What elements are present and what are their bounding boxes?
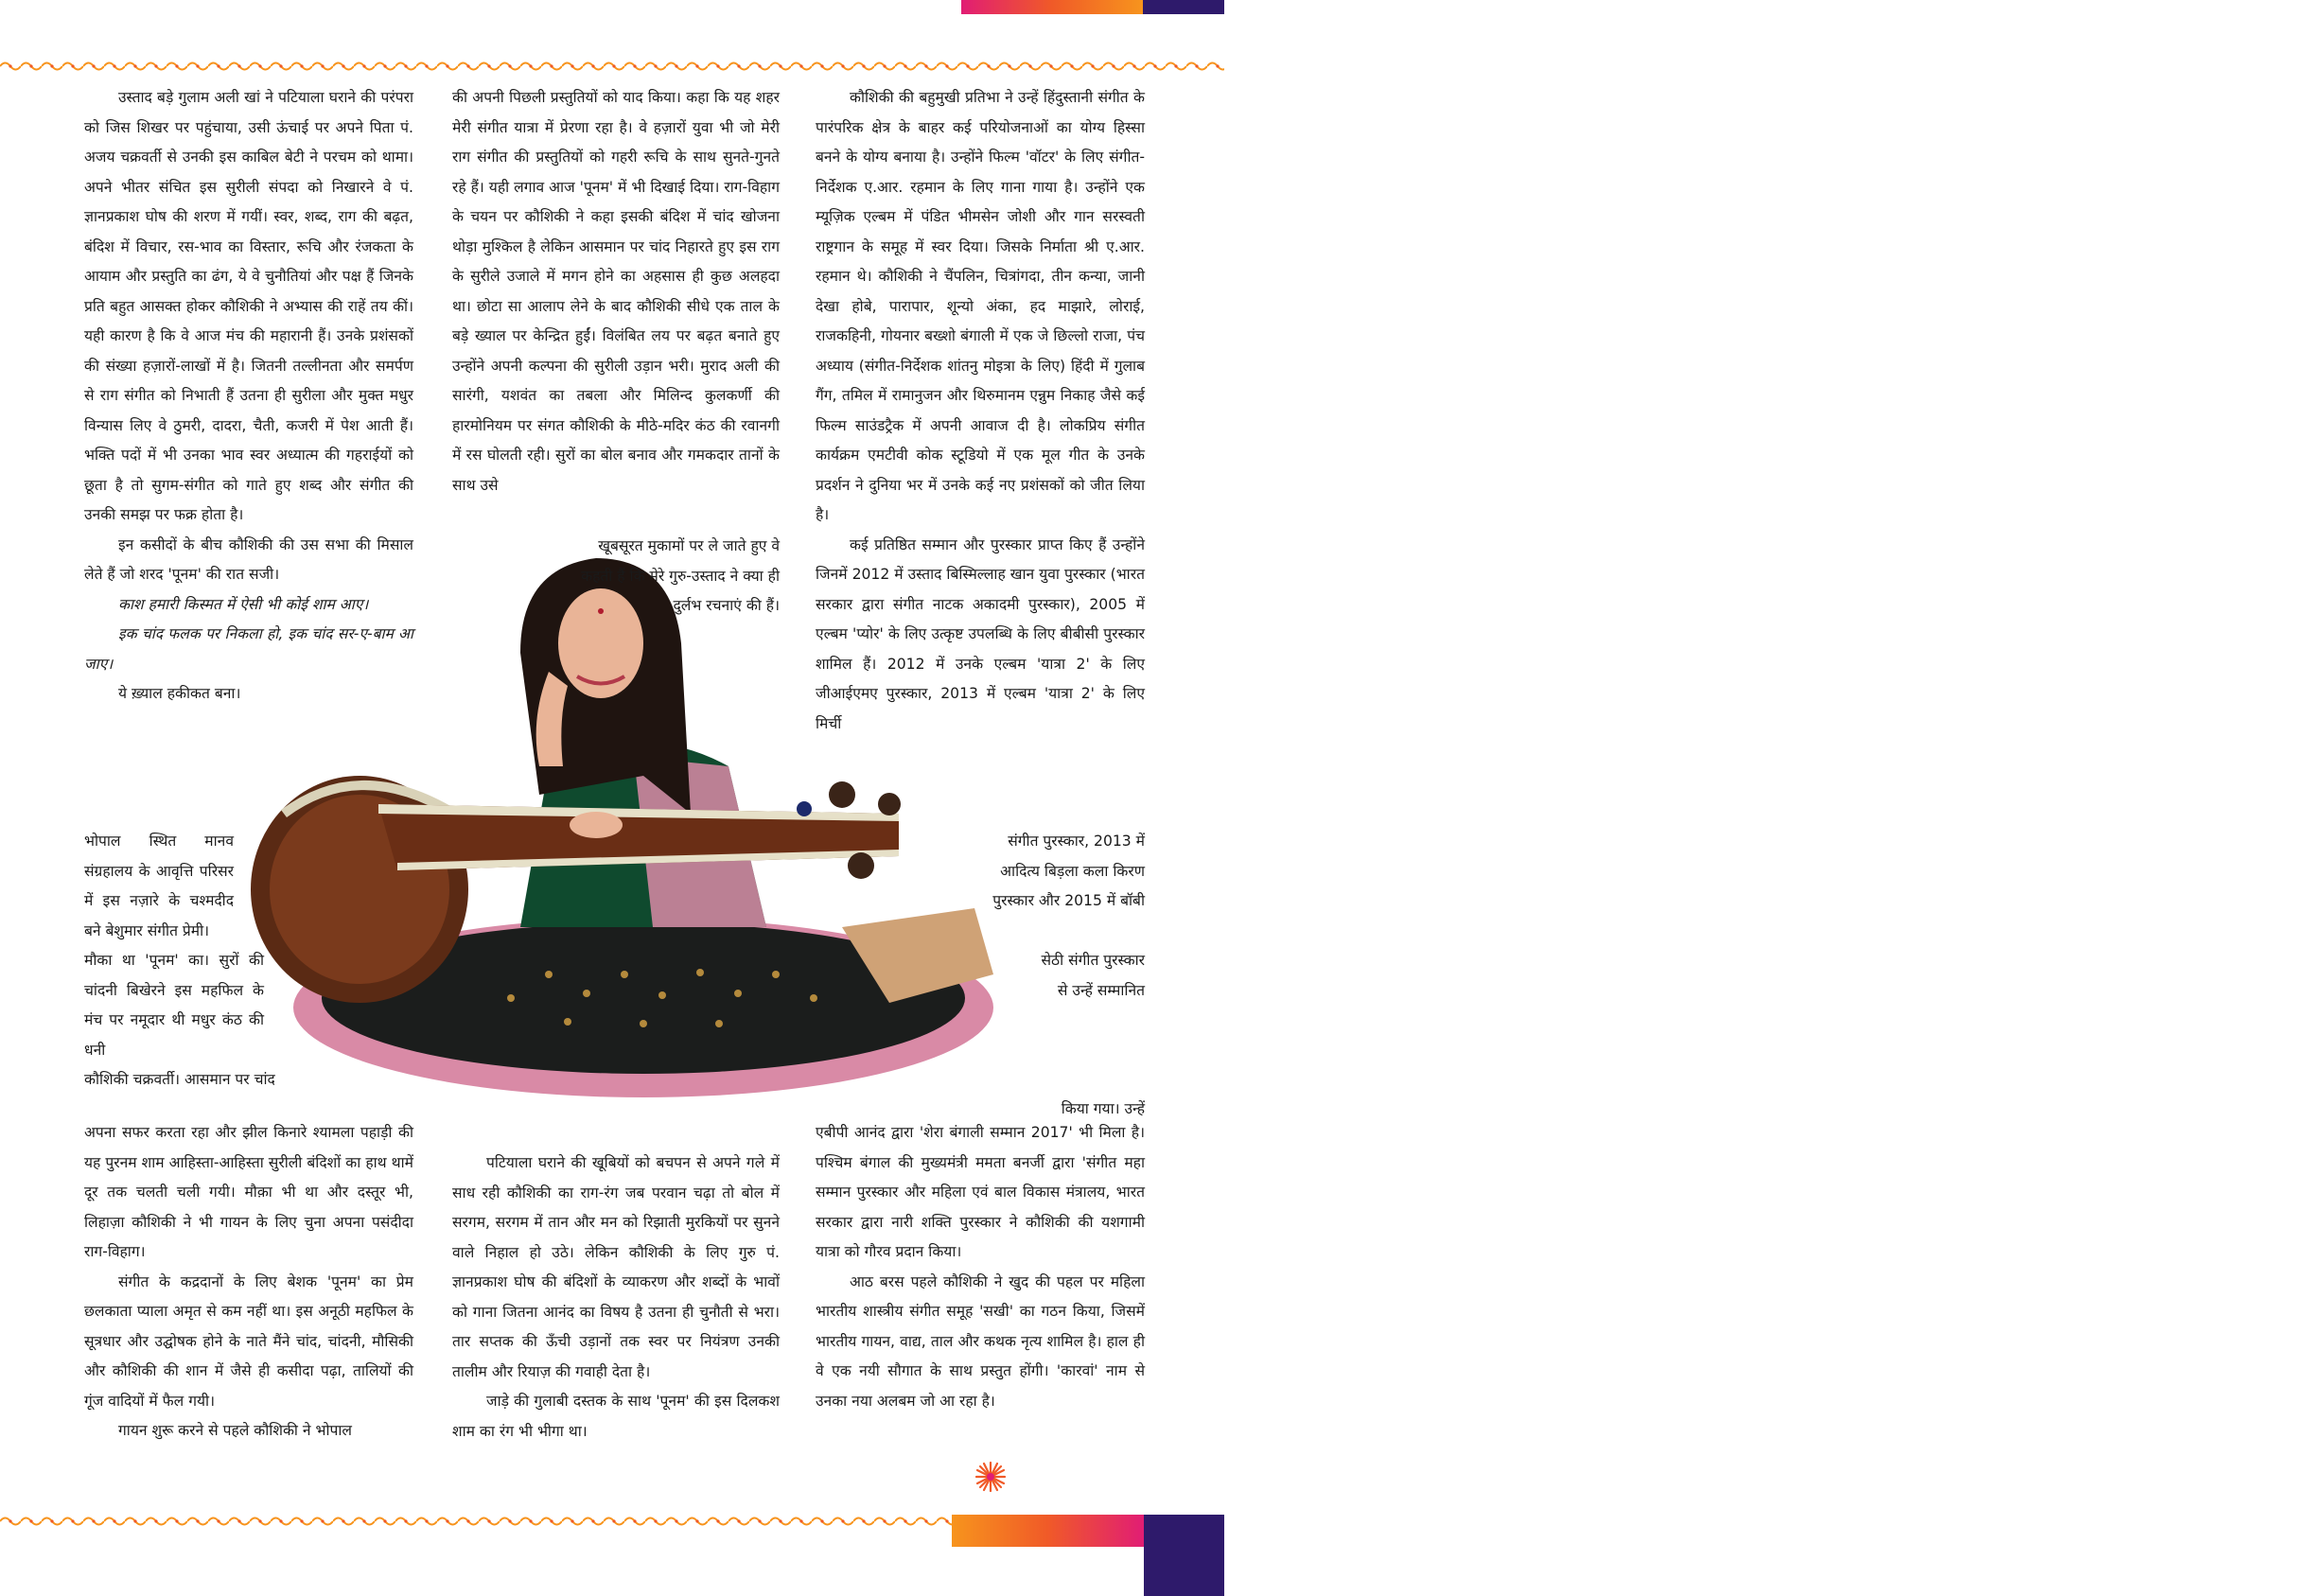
top-accent-bar: [961, 0, 1143, 14]
article-column-3-wrap: [1031, 946, 1145, 1006]
paragraph: उस्ताद बड़े गुलाम अली खां ने पटियाला घराने की परंपरा को जिस शिखर पर पहुंचाया, उसी ऊंचाई पर अपने पिता पं. अजय चक्रवर्ती से उनकी इस काबिल बेटी ने परचम को थामा। अपने भीतर संचित इस सुरीली संपदा को निखारने वे पं. ज्ञानप्रकाश घोष की शरण में गयीं। स्वर, शब्द, राग की बढ़त, बंदिश में विचार, रस-भाव का विस्तार, रूचि और रंजकता के आयाम और प्रस्तुति का ढंग, ये वे चुनौतियां और पक्ष हैं जिनके प्रति बहुत आसक्त होकर कौशिकी ने अभ्यास की राहें तय कीं। यही कारण है कि वे आज मंच की महारानी हैं। उनके प्रशंसकों की संख्या हज़ारों-लाखों में है। जितनी तल्लीनता और समर्पण से राग संगीत को निभाती हैं उतना ही सुरीला और मुक्त मधुर विन्यास लिए वे ठुमरी, दादरा, चैती, कजरी में पेश आती हैं। भक्ति पदों में भी उनका भाव स्वर अध्यात्म की गहराईयों को छूता है तो सुगम-संगीत को गाते हुए शब्द और संगीत की उनकी समझ पर फक्र होता है।: [84, 89, 413, 523]
decorative-border-top: [0, 60, 1224, 73]
paragraph: सेठी संगीत पुरस्कार से उन्हें सम्मानित: [1041, 952, 1145, 999]
paragraph: किया गया। उन्हें: [1061, 1100, 1145, 1117]
article-column-2: [452, 83, 780, 500]
article-column-1-wrap: [84, 1065, 338, 1096]
page-footer: [0, 1515, 2317, 1596]
article-column-1-wrap: [84, 827, 234, 946]
paragraph: की अपनी पिछली प्रस्तुतियों को याद किया। कहा कि यह शहर मेरी संगीत यात्रा में प्रेरणा रहा है। वे हज़ारों युवा भी जो मेरी राग संगीत की प्रस्तुतियों को गहरी रूचि के साथ सुनते-गुनते रहे हैं। यही लगाव आज 'पूनम' में भी दिखाई दिया। राग-विहाग के चयन पर कौशिकी ने कहा इसकी बंदिश में चांद खोजना थोड़ा मुश्किल है लेकिन आसमान पर चांद निहारते हुए इस राग के सुरीले उजाले में मगन होने का अहसास ही कुछ अलहदा था। छोटा सा आलाप लेने के बाद कौशिकी सीधे एक ताल के बड़े ख्याल पर केन्द्रित हुईं। विलंबित लय पर बढ़त बनाते हुए उन्होंने अपनी कल्पना की सुरीली उड़ान भरी। मुराद अली की सारंगी, यशवंत का तबला और मिलिन्द कुलकर्णी की हारमोनियम पर संगत कौशिकी के मीठे-मदिर कंठ की रवानगी में रस घोलती रही। सुरों का बोल बनाव और गमकदार तानों के साथ उसे: [452, 89, 780, 494]
paragraph: मौका था 'पूनम' का। सुरों की चांदनी बिखेरने इस महफिल के मंच पर नमूदार थी मधुर कंठ की धनी: [84, 952, 264, 1059]
article-column-1-bottom: [84, 1118, 413, 1447]
paragraph: जाड़े की गुलाबी दस्तक के साथ 'पूनम' की इस दिलकश शाम का रंग भी भीगा था।: [452, 1393, 780, 1440]
article-column-1-wrap: [84, 946, 264, 1065]
paragraph: गायन शुरू करने से पहले कौशिकी ने भोपाल: [118, 1422, 352, 1439]
end-flower-icon: [974, 1461, 1007, 1493]
paragraph: इन कसीदों के बीच कौशिकी की उस सभा की मिसाल लेते हैं जो शरद 'पूनम' की रात सजी।: [84, 535, 413, 583]
paragraph: कई प्रतिष्ठित सम्मान और पुरस्कार प्राप्त किए हैं उन्होंने जिनमें 2012 में उस्ताद बिस्मिल्लाह खान युवा पुरस्कार (भारत सरकार द्वारा संगीत नाटक अकादमी पुरस्कार), 2005 में एल्बम 'प्योर' के लिए उत्कृष्ट उपलब्धि के लिए बीबीसी पुरस्कार शामिल हैं। 2012 में उनके एल्बम 'यात्रा 2' के लिए जीआईएमए पुरस्कार, 2013 में एल्बम 'यात्रा 2' के लिए मिर्ची: [816, 535, 1145, 732]
paragraph: संगीत के कद्रदानों के लिए बेशक 'पूनम' का प्रेम छलकाता प्याला अमृत से कम नहीं था। इस अनूठी महफिल के सूत्रधार और उद्घोषक होने के नाते मैंने चांद, चांदनी, मौसिकी और कौशिकी की शान में जैसे ही कसीदा पढ़ा, तालियों की गूंज वादियों में फैल गयी।: [84, 1272, 413, 1410]
paragraph: आठ बरस पहले कौशिकी ने खुद की पहल पर महिला भारतीय शास्त्रीय संगीत समूह 'सखी' का गठन किया, जिसमें भारतीय गायन, वाद्य, ताल और कथक नृत्य शामिल है। हाल ही वे एक नयी सौगात के साथ प्रस्तुत होंगी। 'कारवां' नाम से उनका नया अलबम जो आ रहा है।: [816, 1272, 1145, 1410]
couplet-line: इक चांद फलक पर निकला हो, इक चांद सर-ए-बाम आ जाए।: [84, 625, 413, 673]
article-column-3-bottom: [816, 1118, 1145, 1416]
paragraph: खूबसूरत मुकामों पर ले जाते हुए वे कहती हैं कि मेरे गुरु-उस्ताद ने क्या ही दुर्लभ रचनाएं की हैं।: [581, 537, 780, 614]
paragraph: भोपाल स्थित मानव संग्रहालय के आवृत्ति परिसर में इस नज़ारे के चश्मदीद बने बेशुमार संगीत प्रेमी।: [84, 833, 234, 939]
article-column-2-bottom: [452, 1149, 780, 1447]
page-number: 29: [2291, 1517, 2317, 1543]
article-column-3-wrap: [992, 827, 1145, 917]
top-accent-block: [1143, 0, 1224, 14]
paragraph: कौशिकी चक्रवर्ती। आसमान पर चांद: [84, 1071, 275, 1088]
footer-accent-bar: [952, 1515, 2093, 1547]
paragraph: अपना सफर करता रहा और झील किनारे श्यामला पहाड़ी की यह पुरनम शाम आहिस्ता-आहिस्ता सुरीली बंदिशों का हाथ थामें दूर तक चलती चली गयी। मौक़ा भी था और दस्तूर भी, लिहाज़ा कौशिकी ने भी गायन के लिए चुना अपना पसंदीदा राग-विहाग।: [84, 1124, 413, 1260]
magazine-name: स्वर सरिता - जुलाई , 2024: [1915, 1522, 2093, 1541]
paragraph: संगीत पुरस्कार, 2013 में आदित्य बिड़ला कला किरण पुरस्कार और 2015 में बॉबी: [992, 833, 1145, 909]
paragraph: एबीपी आनंद द्वारा 'शेरा बंगाली सम्मान 2017' भी मिला है। पश्चिम बंगाल की मुख्यमंत्री ममता बनर्जी द्वारा 'संगीत महा सम्मान पुरस्कार और महिला एवं बाल विकास मंत्रालय, भारत सरकार द्वारा नारी शक्ति पुरस्कार ने कौशिकी की यशगामी यात्रा को गौरव प्रदान किया।: [816, 1124, 1145, 1260]
paragraph: ये ख़्याल हकीकत बना।: [118, 685, 241, 702]
paragraph: पटियाला घराने की खूबियों को बचपन से अपने गले में साध रही कौशिकी का राग-रंग जब परवान चढ़ा तो बोल में सरगम, सरगम में तान और मन को रिझाती मुरकियों पर सुनने वाले निहाल हो उठे। लेकिन कौशिकी के लिए गुरु पं. ज्ञानप्रकाश घोष की बंदिशों के व्याकरण और शब्दों के भावों को गाना जितना आनंद का विषय है उतना ही चुनौती से भरा। तार सप्तक की ऊँची उड़ानों तक स्वर पर नियंत्रण उनकी तालीम और रियाज़ की गवाही देता है।: [452, 1154, 780, 1380]
couplet-line: काश हमारी किस्मत में ऐसी भी कोई शाम आए।: [118, 595, 369, 613]
article-column-2-wrap: [573, 532, 780, 622]
paragraph: कौशिकी की बहुमुखी प्रतिभा ने उन्हें हिंदुस्तानी संगीत के पारंपरिक क्षेत्र के बाहर कई परियोजनाओं का योग्य हिस्सा बनने के योग्य बनाया है। उन्होंने फिल्म 'वॉटर' के लिए संगीत-निर्देशक ए.आर. रहमान के लिए गाना गाया है। उन्होंने एक म्यूज़िक एल्बम में पंडित भीमसेन जोशी और गान सरस्वती राष्ट्रगान के समूह में स्वर दिया। जिसके निर्माता श्री ए.आर. रहमान थे। कौशिकी ने चैंपलिन, चित्रांगदा, तीन कन्या, जानी देखा होबे, पारापार, शून्यो अंका, हद माझारे, लोराई, राजकहिनी, गोयनार बख्शो बंगाली में एक जे छिल्लो राजा, पंच अध्याय (संगीत-निर्देशक शांतनु मोइत्रा के लिए) हिंदी में गुलाब गैंग, तमिल में रामानुजन और थिरुमानम एन्नुम निकाह जैसे कई फिल्म साउंडट्रैक में अपनी आवाज दी है। लोकप्रिय संगीत कार्यक्रम एमटीवी कोक स्टूडियो में एक मूल गीत के उनके प्रदर्शन ने दुनिया भर में उनके कई नए प्रशंसकों को जीत लिया है।: [816, 89, 1145, 523]
